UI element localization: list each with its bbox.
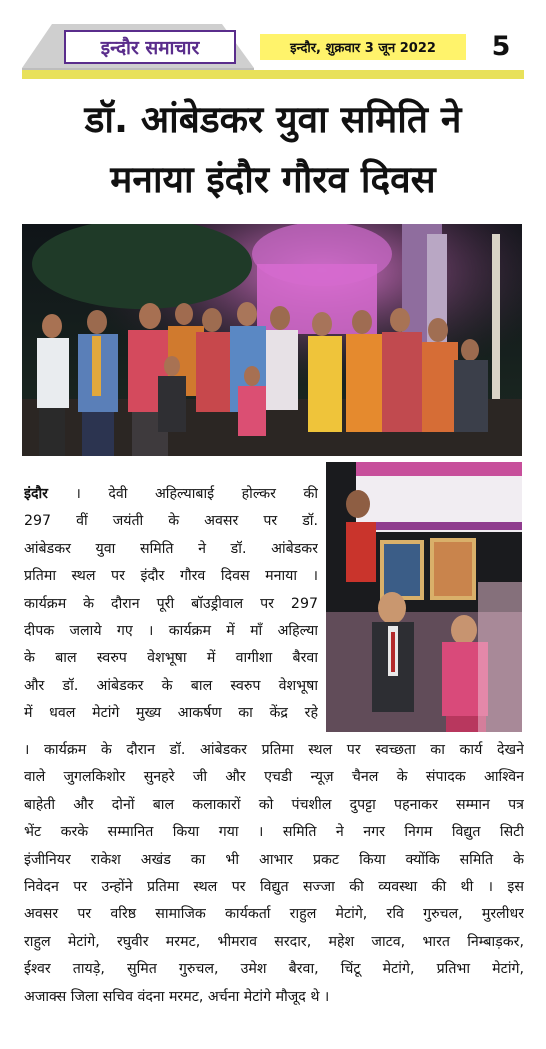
paper-name: इन्दौर समाचार: [100, 37, 200, 59]
article-line: अवसर पर वरिष्ठ सामाजिक कार्यकर्ता राहुल मेटांगे, रवि गुरुचल, मुरलीधर: [24, 906, 524, 923]
article-line: राहुल मेटांगे, रघुवीर मरमट, भीमराव सरदार, महेश जाटव, भारत निम्बाड़कर,: [24, 933, 524, 950]
headline-line-2: मनाया इंदौर गौरव दिवस: [110, 158, 436, 201]
children-costume-photo-icon: [326, 462, 522, 732]
article-line: भेंट करके सम्मानित किया गया । समिति ने नगर निगम विद्युत सिटी: [24, 824, 524, 841]
article-line: अजाक्स जिला सचिव वंदना मरमट, अर्चना मेटांगे मौजूद थे ।: [24, 988, 330, 1005]
article-line: में धवल मेटांगे मुख्य आकर्षण का केंद्र रहे: [24, 705, 318, 722]
article-dateline-word: इंदौर: [24, 486, 48, 502]
article-line: दीपक जलाये गए । कार्यक्रम में माँ अहिल्या: [24, 622, 318, 639]
article-line: इंजीनियर राकेश अखंड का भी आभार प्रकट किया क्योंकि समिति के: [24, 851, 524, 868]
dateline: इन्दौर, शुक्रवार 3 जून 2022: [260, 34, 466, 60]
article-line: के बाल स्वरुप वेशभूषा में वागीशा बैरवा: [24, 650, 318, 667]
masthead-rule: [22, 70, 524, 79]
article-line: प्रतिमा स्थल पर इंदौर गौरव दिवस मनाया ।: [24, 568, 318, 585]
article-line: 297 वीं जयंती के अवसर पर डॉ.: [24, 513, 318, 530]
page-number: 5: [491, 30, 511, 62]
article-line: और डॉ. आंबेडकर के बाल स्वरुप वेशभूषा: [24, 677, 318, 694]
main-photo: [22, 224, 522, 456]
article-line: [24, 481, 318, 508]
article-line: । कार्यक्रम के दौरान डॉ. आंबेडकर प्रतिमा स्थल पर स्वच्छता का कार्य देखने: [24, 742, 524, 758]
article-line: ईश्वर तायड़े, सुमित गुरुचल, उमेश बैरवा, चिंटू मेटांगे, प्रतिभा मेटांगे,: [24, 961, 524, 978]
article-body-top: [24, 481, 318, 728]
headline: [14, 90, 532, 210]
group-photo-icon: [22, 224, 522, 456]
inset-photo: [326, 462, 522, 732]
article-line: वाले जुगलकिशोर सुनहरे जी और एचडी न्यूज़ चैनल के संपादक आश्विन: [24, 769, 524, 786]
article-line: आंबेडकर युवा समिति ने डॉ. आंबेडकर: [24, 540, 318, 557]
article-line-text: । देवी अहिल्याबाई होल्कर की: [47, 486, 318, 502]
article-line: बाहेती और दोनों बाल कलाकारों को पंचशील दुपट्टा पहनाकर सम्मान पत्र: [24, 796, 524, 813]
article-body-bottom: [24, 737, 524, 1011]
article-line: कार्यक्रम के दौरान पूरी बॉउड्रीवाल पर 297: [24, 595, 318, 612]
paper-nameplate: [64, 30, 236, 64]
headline-line-1: डॉ. आंबेडकर युवा समिति ने: [84, 98, 462, 141]
article-line: निवेदन पर उन्होंने प्रतिमा स्थल पर विद्युत सज्जा की व्यवस्था की थी । इस: [24, 878, 524, 895]
